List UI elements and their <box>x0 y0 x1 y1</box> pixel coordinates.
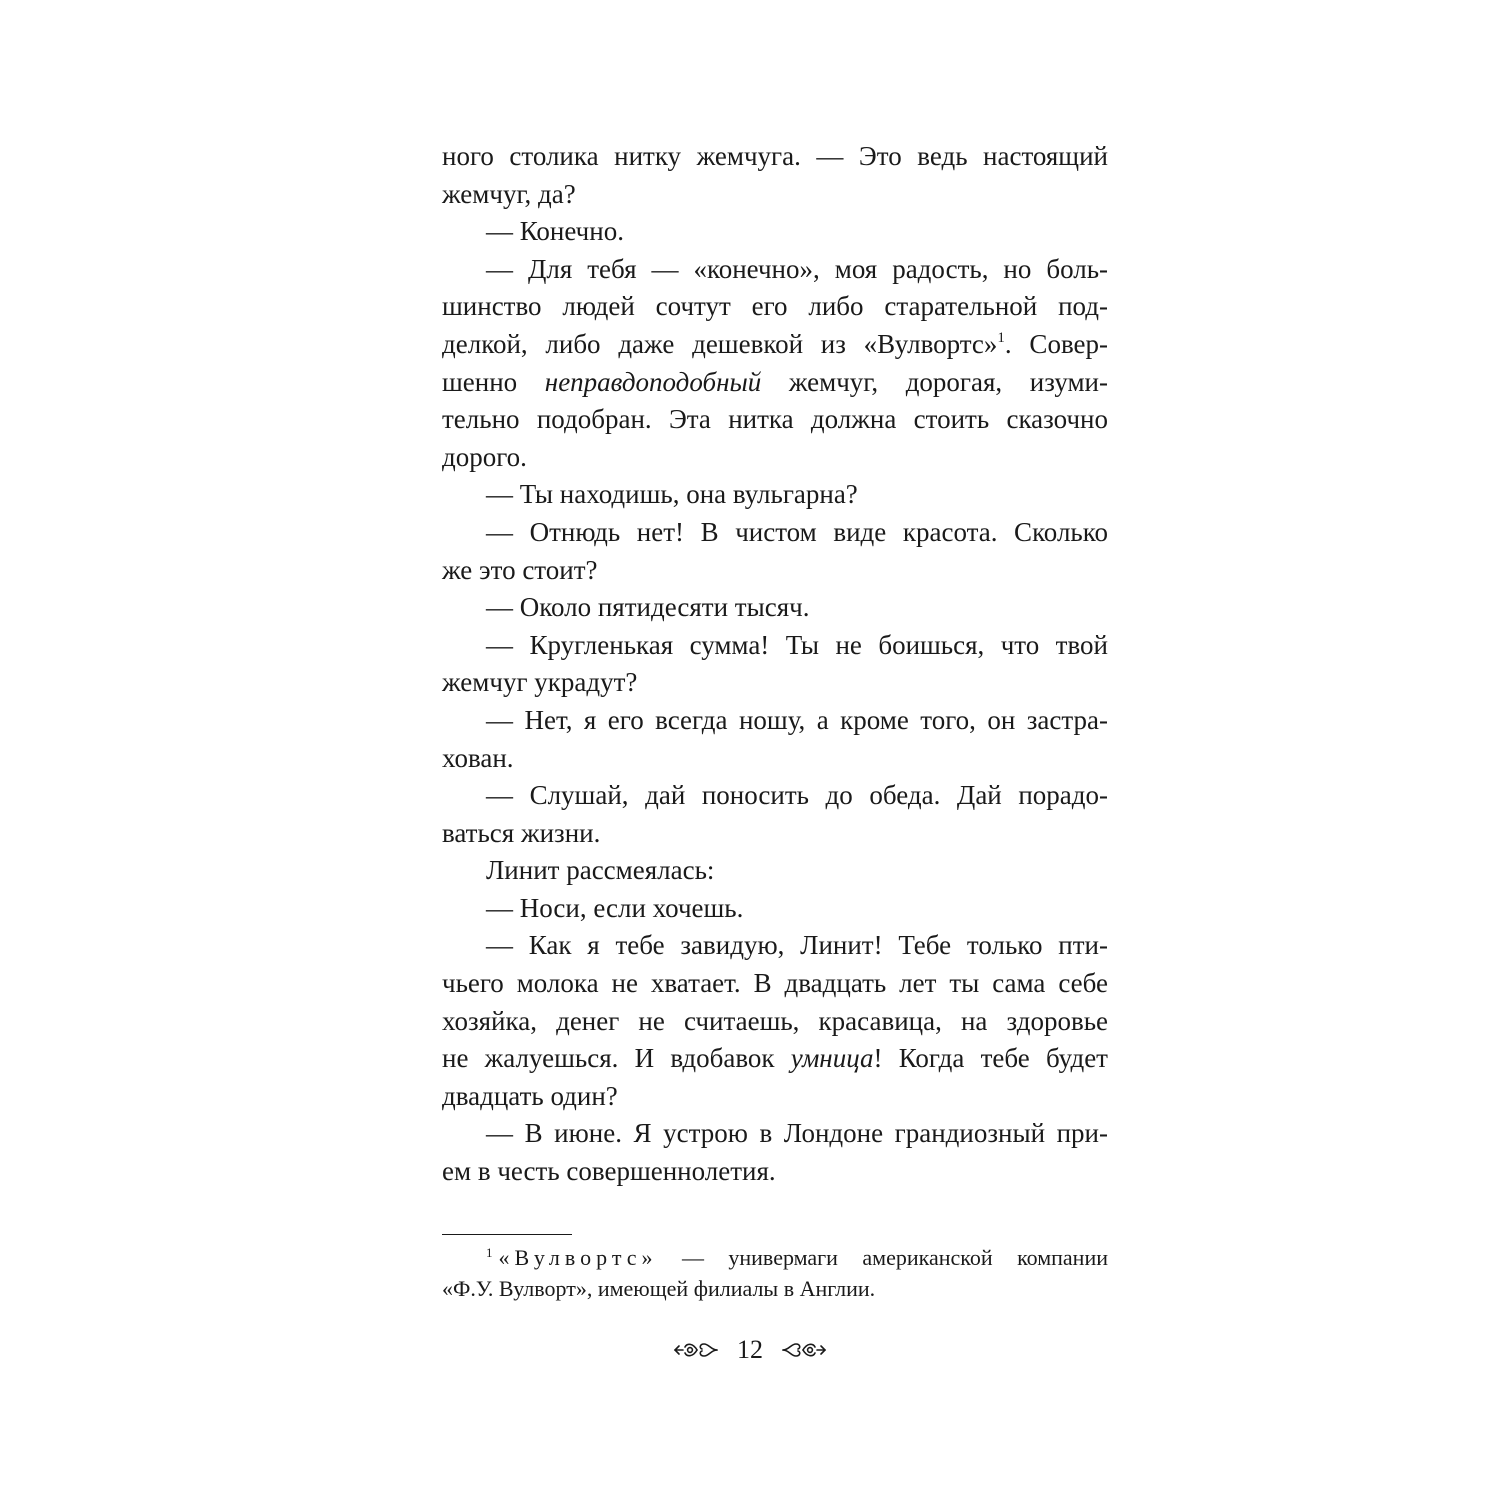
page-footer <box>0 1328 1500 1372</box>
text-segment: не жалуешься. И вдобавок <box>442 1043 791 1074</box>
text-line: — Ты находишь, она вульгарна? <box>486 479 858 510</box>
text-segment: жемчуг, дорогая, изуми- <box>761 366 1108 397</box>
text-line: — Отнюдь нет! В чистом виде красота. Сколько <box>486 516 1108 547</box>
text-line: хован. <box>442 742 514 773</box>
text-line: — Для тебя — «конечно», моя радость, но боль- <box>486 253 1108 284</box>
text-segment: ! Когда тебе будет <box>873 1043 1108 1074</box>
footnote-mark: 1 <box>486 1245 493 1260</box>
text-line: тельно подобран. Эта нитка должна стоить сказочно <box>442 404 1108 435</box>
text-line: жемчуг украдут? <box>442 667 638 698</box>
emphasis: умница <box>790 1043 874 1074</box>
text-line: дорого. <box>442 441 527 472</box>
text-line: чьего молока не хватает. В двадцать лет ты сама себе <box>442 968 1108 999</box>
footnote-divider <box>442 1234 572 1235</box>
text-line: — Носи, если хочешь. <box>486 892 744 923</box>
footnote-reference: 1 <box>997 329 1005 346</box>
text-line: — Около пятидесяти тысяч. <box>486 592 810 623</box>
text-line: ного столика нитку жемчуга. — Это ведь настоящий <box>442 141 1108 171</box>
ornament-right-icon <box>781 1339 827 1361</box>
body-text <box>442 138 1108 1191</box>
footnote-term: «Вулвортс» <box>498 1245 658 1270</box>
footnote-line-1 <box>442 1242 1108 1273</box>
text-line: ваться жизни. <box>442 817 601 848</box>
text-line: — Конечно. <box>486 216 624 247</box>
text-line: ем в честь совершеннолетия. <box>442 1156 776 1187</box>
text-line <box>442 326 1108 364</box>
text-line: — В июне. Я устрою в Лондоне грандиозный при- <box>486 1118 1108 1149</box>
text-segment: . Совер- <box>1004 328 1109 359</box>
text-line: — Слушай, дай поносить до обеда. Дай порадо- <box>486 780 1108 811</box>
footnote-line-2: «Ф.У. Вулворт», имеющей филиалы в Англии. <box>442 1276 876 1301</box>
text-line: — Как я тебе завидую, Линит! Тебе только пти- <box>486 930 1108 961</box>
text-line: хозяйка, денег не считаешь, красавица, на здоровье <box>442 1005 1108 1036</box>
text-segment: шенно <box>442 366 545 397</box>
text-line <box>442 364 1108 402</box>
text-line: Линит рассмеялась: <box>486 855 715 886</box>
text-line: шинство людей сочтут его либо старательной под- <box>442 291 1108 322</box>
ornament-left-icon <box>673 1339 719 1361</box>
text-line <box>442 1040 1108 1078</box>
footnote <box>442 1242 1108 1304</box>
text-line: жемчуг, да? <box>442 178 576 209</box>
emphasis: неправдоподобный <box>544 366 762 397</box>
page-number: 12 <box>737 1335 763 1364</box>
text-line: — Кругленькая сумма! Ты не боишься, что твой <box>486 629 1108 660</box>
text-line: — Нет, я его всегда ношу, а кроме того, он застра- <box>486 704 1108 735</box>
footnote-line-1-rest: — универмаги американской компании <box>657 1245 1108 1270</box>
text-line: же это стоит? <box>442 554 598 585</box>
text-segment: делкой, либо даже дешевкой из «Вулвортс» <box>442 328 998 359</box>
text-line: двадцать один? <box>442 1080 618 1111</box>
